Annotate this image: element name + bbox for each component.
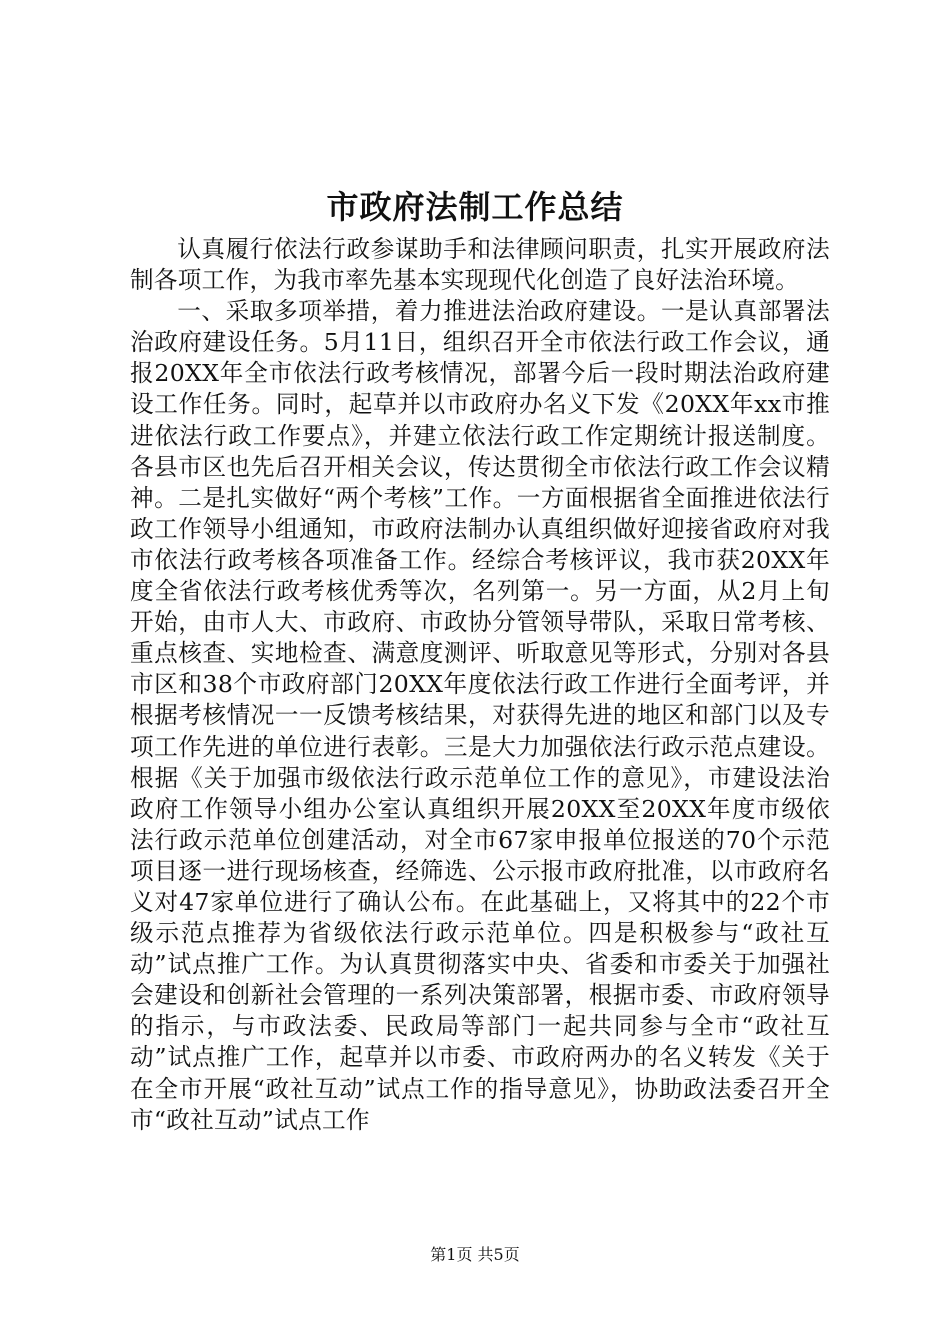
page-number-footer: 第1页 共5页 bbox=[430, 1245, 520, 1264]
paragraph-section-one: 一、采取多项举措，着力推进法治政府建设。一是认真部署法治政府建设任务。5月11日，组织召开全市依法行政工作会议，通报20XX年全市依法行政考核情况，部署今后一段时期法治政府建设工作任务。同时，起草并以市政府办名义下发《20XX年xx市推进依法行政工作要点》，并建立依法行政工作定期统计报送制度。各县市区也先后召开相关会议，传达贯彻全市依法行政工作会议精神。二是扎实做好“两个考核”工作。一方面根据省全面推进依法行政工作领导小组通知，市政府法制办认真组织做好迎接省政府对我市依法行政考核各项准备工作。经综合考核评议，我市获20XX年度全省依法行政考核优秀等次，名列第一。另一方面，从2月上旬开始，由市人大、市政府、市政协分管领导带队，采取日常考核、重点核查、实地检查、满意度测评、听取意见等形式，分别对各县市区和38个市政府部门20XX年度依法行政工作进行全面考评，并根据考核情况一一反馈考核结果，对获得先进的地区和部门以及专项工作先进的单位进行表彰。三是大力加强依法行政示范点建设。根据《关于加强市级依法行政示范单位工作的意见》，市建设法治政府工作领导小组办公室认真组织开展20XX至20XX年度市级依法行政示范单位创建活动，对全市67家申报单位报送的70个示范项目逐一进行现场核查，经筛选、公示报市政府批准，以市政府名义对47家单位进行了确认公布。在此基础上，又将其中的22个市级示范点推荐为省级依法行政示范单位。四是积极参与“政社互动”试点推广工作。为认真贯彻落实中央、省委和市委关于加强社会建设和创新社会管理的一系列决策部署，根据市委、市政府领导的指示，与市政法委、民政局等部门一起共同参与全市“政社互动”试点推广工作，起草并以市委、市政府两办的名义转发《关于在全市开展“政社互动”试点工作的指导意见》，协助政法委召开全市“政社互动”试点工作 bbox=[130, 297, 830, 1134]
paragraph-intro: 认真履行依法行政参谋助手和法律顾问职责，扎实开展政府法制各项工作，为我市率先基本实现现代化创造了良好法治环境。 bbox=[130, 235, 830, 295]
document-title: 市政府法制工作总结 bbox=[326, 188, 624, 226]
document-body bbox=[130, 234, 830, 1136]
